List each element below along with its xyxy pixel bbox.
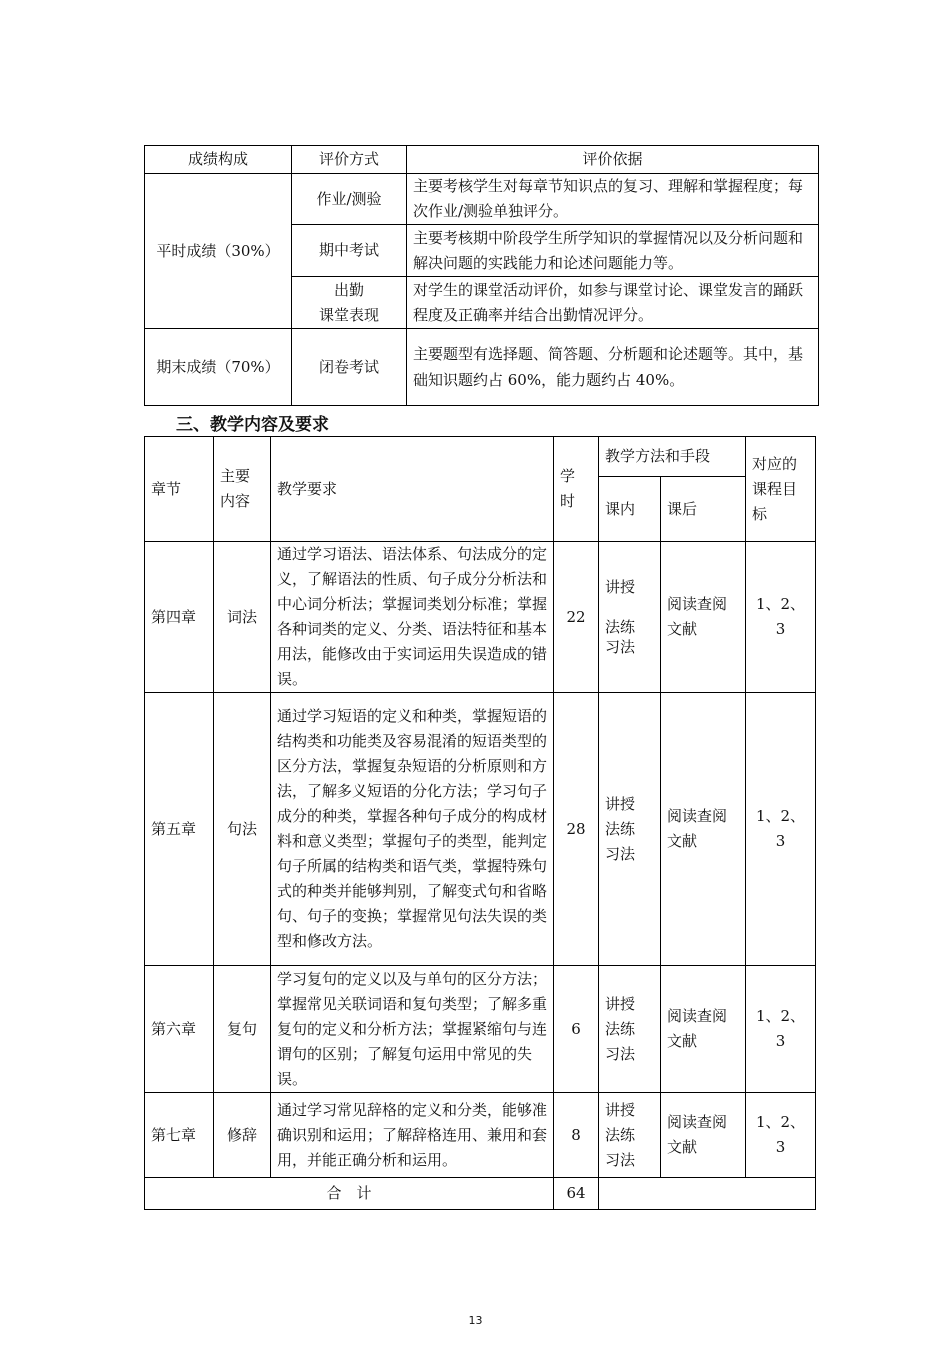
after-class-cell: 阅读查阅 文献 [661, 693, 746, 966]
in-class-cell: 讲授 法练 习法 [599, 542, 661, 693]
section-title: 三、教学内容及要求 [176, 415, 329, 435]
hours-cell: 22 [554, 542, 599, 693]
requirement-cell: 通过学习语法、语法体系、句法成分的定义，了解语法的性质、句子成分分析法和中心词分析法；掌握词类划分标准；掌握各种词类的定义、分类、语法特征和基本用法，能修改由于实词运用失误造成的错误。 [271, 542, 554, 693]
header-in-class: 课内 [599, 477, 661, 542]
after-class-cell: 阅读查阅 文献 [661, 966, 746, 1093]
chapter-cell: 第七章 [145, 1093, 214, 1178]
header-teaching-methods: 教学方法和手段 [599, 437, 746, 477]
header-requirement: 教学要求 [271, 437, 554, 542]
teaching-content-table [144, 436, 816, 1210]
requirement-cell: 学习复句的定义以及与单句的区分方法；掌握常见关联词语和复句类型；了解多重复句的定义和分析方法；掌握紧缩句与连谓句的区别；了解复句运用中常见的失误。 [271, 966, 554, 1093]
total-row [145, 1178, 816, 1210]
table-row [145, 966, 816, 1093]
basis-attendance: 对学生的课堂活动评价，如参与课堂讨论、课堂发言的踊跃程度及正确率并结合出勤情况评分。 [407, 277, 819, 329]
hours-cell: 28 [554, 693, 599, 966]
header-evaluation-method: 评价方式 [292, 146, 407, 174]
after-class-cell: 阅读查阅 文献 [661, 542, 746, 693]
method-homework: 作业/测验 [292, 174, 407, 225]
header-hours: 学 时 [554, 437, 599, 542]
header-after-class: 课后 [661, 477, 746, 542]
objectives-cell: 1、2、3 [746, 1093, 816, 1178]
in-class-cell: 讲授 法练 习法 [599, 966, 661, 1093]
header-objectives: 对应的 课程目 标 [746, 437, 816, 542]
content-cell: 修辞 [214, 1093, 271, 1178]
objectives-cell: 1、2、3 [746, 966, 816, 1093]
objectives-cell: 1、2、3 [746, 542, 816, 693]
method-final-exam: 闭卷考试 [292, 329, 407, 406]
basis-homework: 主要考核学生对每章节知识点的复习、理解和掌握程度；每次作业/测验单独评分。 [407, 174, 819, 225]
page-number: 13 [468, 1314, 483, 1327]
requirement-cell: 通过学习短语的定义和种类，掌握短语的结构类和功能类及容易混淆的短语类型的区分方法，掌握复杂短语的分析原则和方法，了解多义短语的分化方法；学习句子成分的种类，掌握各种句子成分的构成材料和意义类型；掌握句子的类型，能判定句子所属的结构类和语气类，掌握特殊句式的种类并能够判别，了解变式句和省略句、句子的变换；掌握常见句法失误的类型和修改方法。 [271, 693, 554, 966]
objectives-cell: 1、2、3 [746, 693, 816, 966]
basis-final-exam: 主要题型有选择题、简答题、分析题和论述题等。其中，基础知识题约占 60%，能力题约占 40%。 [407, 329, 819, 406]
header-grade-composition: 成绩构成 [145, 146, 292, 174]
chapter-cell: 第六章 [145, 966, 214, 1093]
header-evaluation-basis: 评价依据 [407, 146, 819, 174]
table-row [145, 1093, 816, 1178]
total-empty-cell [599, 1178, 816, 1210]
table-row [145, 693, 816, 966]
in-class-cell: 讲授 法练 习法 [599, 693, 661, 966]
basis-midterm: 主要考核期中阶段学生所学知识的掌握情况以及分析问题和解决问题的实践能力和论述问题能力等。 [407, 225, 819, 277]
table-row [145, 542, 816, 693]
content-cell: 句法 [214, 693, 271, 966]
usual-grade-label: 平时成绩（30%） [145, 174, 292, 329]
total-label: 合 计 [145, 1178, 554, 1210]
after-class-cell: 阅读查阅 文献 [661, 1093, 746, 1178]
method-midterm: 期中考试 [292, 225, 407, 277]
header-chapter: 章节 [145, 437, 214, 542]
content-cell: 复句 [214, 966, 271, 1093]
hours-cell: 8 [554, 1093, 599, 1178]
requirement-cell: 通过学习常见辞格的定义和分类，能够准确识别和运用；了解辞格连用、兼用和套用，并能正确分析和运用。 [271, 1093, 554, 1178]
grade-composition-table [144, 145, 819, 406]
hours-cell: 6 [554, 966, 599, 1093]
in-class-cell: 讲授 法练 习法 [599, 1093, 661, 1178]
total-hours: 64 [554, 1178, 599, 1210]
chapter-cell: 第四章 [145, 542, 214, 693]
method-attendance: 出勤 课堂表现 [292, 277, 407, 329]
chapter-cell: 第五章 [145, 693, 214, 966]
content-cell: 词法 [214, 542, 271, 693]
header-main-content: 主要 内容 [214, 437, 271, 542]
final-grade-label: 期末成绩（70%） [145, 329, 292, 406]
